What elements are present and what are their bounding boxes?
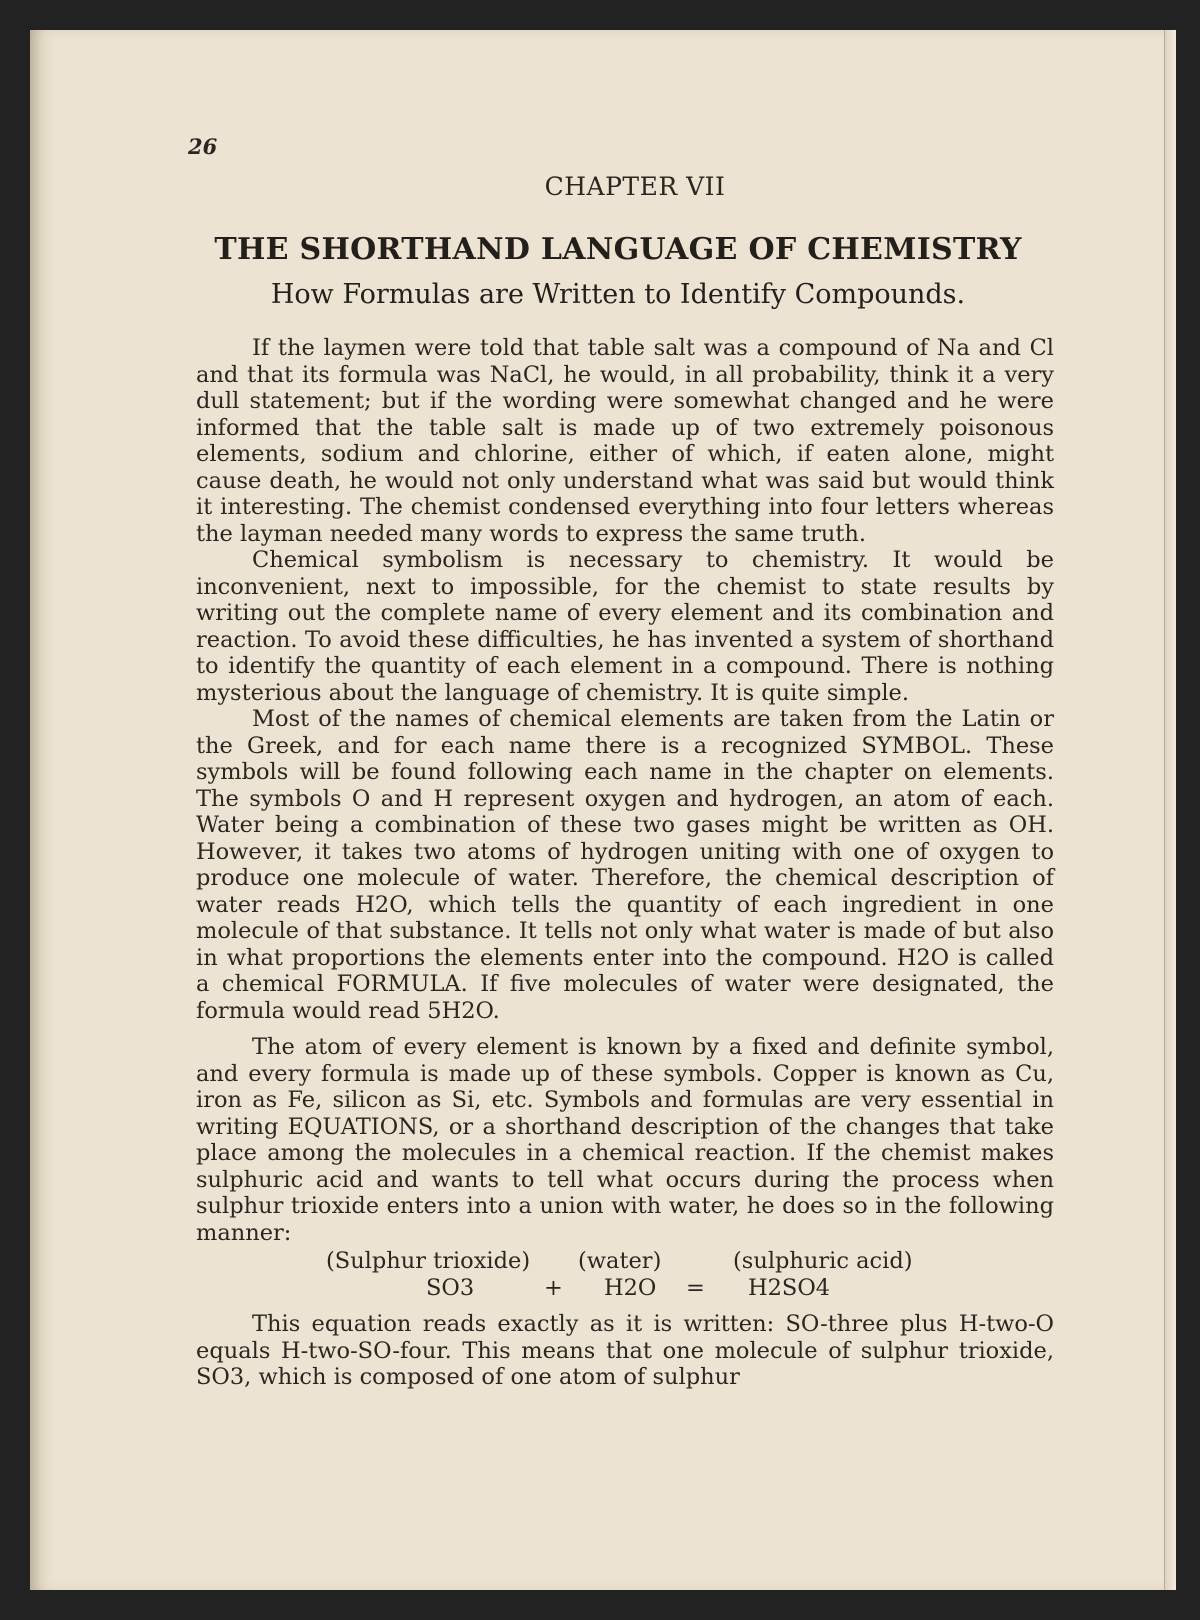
paragraph-4: The atom of every element is known by a fixed and definite symbol, and every formula is made up of these symbols. Copper is known as Cu, iron as Fe, silicon as Si, etc. Symbols and formulas are very essential in writing EQUATIONS, or a shorthand description of the changes that take place among the molecules in a chemical reaction. If the chemist makes sulphuric acid and wants to tell what occurs during the process when sulphur trioxide enters into a union with water, he does so in the following manner: (196, 1034, 1054, 1246)
equation-labels (196, 1248, 1054, 1275)
equation-label-reactant-2: (water) (578, 1248, 662, 1274)
equation-plus: + (544, 1274, 563, 1301)
equation-equals: = (686, 1274, 705, 1301)
body-text (196, 335, 1054, 1391)
chapter-heading: CHAPTER VII (544, 172, 726, 201)
chemical-equation (196, 1248, 1054, 1301)
page-subtitle: How Formulas are Written to Identify Compounds. (270, 279, 966, 310)
equation-label-product: (sulphuric acid) (733, 1248, 913, 1274)
paragraph-3: Most of the names of chemical elements are taken from the Latin or the Greek, and for each name there is a recognized SYMBOL. These symbols will be found following each name in the chapter on elements. The symbols O and H represent oxygen and hydrogen, an atom of each. Water being a combination of these two gases might be written as OH. However, it takes two atoms of hydrogen uniting with one of oxygen to produce one molecule of water. Therefore, the chemical description of water reads H2O, which tells the quantity of each ingredient in one molecule of that substance. It tells not only what water is made of but also in what proportions the elements enter into the compound. H2O is called a chemical FORMULA. If five molecules of water were designated, the formula would read 5H2O. (196, 706, 1054, 1024)
paragraph-5: This equation reads exactly as it is written: SO-three plus H-two-O equals H-two-SO-four. This means that one molecule of sulphur trioxide, SO3, which is composed of one atom of sulphur (196, 1311, 1054, 1390)
equation-terms (196, 1275, 1054, 1302)
equation-term-h2o: H2O (604, 1274, 657, 1301)
page-number: 26 (188, 134, 218, 159)
page-title: THE SHORTHAND LANGUAGE OF CHEMISTRY (214, 232, 1022, 267)
paragraph-2: Chemical symbolism is necessary to chemistry. It would be inconvenient, next to impossible, for the chemist to state results by writing out the complete name of every element and its combination and reaction. To avoid these difficulties, he has invented a system of shorthand to identify the quantity of each element in a compound. There is nothing mysterious about the language of chemistry. It is quite simple. (196, 547, 1054, 706)
equation-term-so3: SO3 (426, 1274, 475, 1301)
equation-term-h2so4: H2SO4 (748, 1274, 831, 1301)
paragraph-1: If the laymen were told that table salt was a compound of Na and Cl and that its formula was NaCl, he would, in all probability, think it a very dull statement; but if the wording were somewhat changed and he were informed that the table salt is made up of two extremely poisonous elements, sodium and chlorine, either of which, if eaten alone, might cause death, he would not only understand what was said but would think it interesting. The chemist condensed everything into four letters whereas the layman needed many words to express the same truth. (196, 335, 1054, 547)
page-edge-right (1164, 30, 1176, 1590)
equation-label-reactant-1: (Sulphur trioxide) (326, 1248, 531, 1274)
